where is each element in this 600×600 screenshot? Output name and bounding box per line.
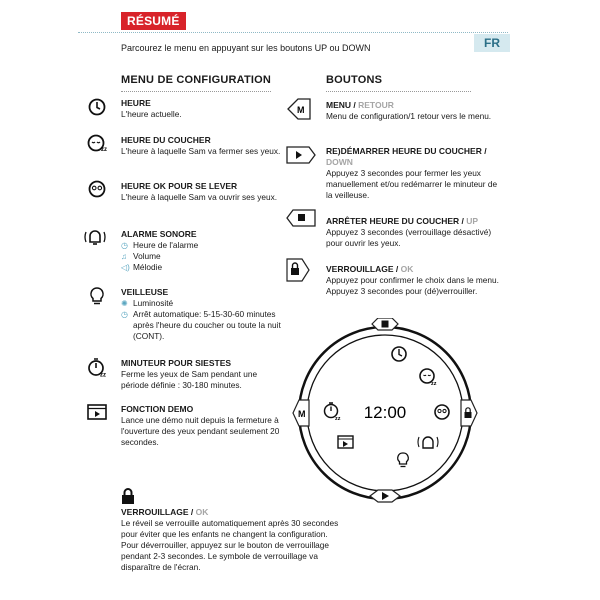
- veilleuse-sub-label: Luminosité: [133, 298, 174, 308]
- button-sym: M: [297, 105, 305, 115]
- button-title-alt: DOWN: [326, 157, 353, 167]
- config-item-title: HEURE OK POUR SE LEVER: [121, 181, 238, 191]
- buttons-rule: [326, 91, 471, 92]
- alarm-sub-time: [121, 240, 286, 251]
- bulb-icon: [86, 286, 108, 310]
- button-title-main: MENU /: [326, 100, 359, 110]
- up-button-symbol: [286, 209, 316, 232]
- config-item-text: L'heure à laquelle Sam va fermer ses yeux.: [121, 146, 281, 156]
- button-title: [326, 216, 501, 227]
- clock-small-icon: ◷: [121, 241, 128, 250]
- button-text: Appuyez pour confirmer le choix dans le menu. Appuyez 3 secondes pour (dé)verrouiller.: [326, 275, 499, 296]
- veilleuse-sub-brightness: [121, 298, 286, 309]
- video-icon: [86, 404, 108, 424]
- config-item-title: VEILLEUSE: [121, 287, 169, 297]
- button-title: [326, 146, 501, 168]
- config-item-siestes: [121, 358, 286, 391]
- lock-button-symbol: [286, 258, 310, 287]
- lock-title-main: VERROUILLAGE /: [121, 507, 196, 517]
- config-item-text: L'heure actuelle.: [121, 109, 182, 119]
- svg-text:zz: zz: [100, 372, 106, 377]
- ring-video-icon: [338, 436, 353, 448]
- svg-text:zz: zz: [431, 381, 437, 387]
- alarm-sub-volume: [121, 251, 286, 262]
- config-item-title: FONCTION DEMO: [121, 404, 194, 414]
- clock-small-icon: ◷: [121, 310, 128, 319]
- button-title: [326, 100, 501, 111]
- button-desc-up: [326, 216, 501, 249]
- config-item-coucher: [121, 135, 286, 157]
- lock-section-icon: [121, 488, 135, 509]
- config-item-title: HEURE DU COUCHER: [121, 135, 211, 145]
- button-title-alt: RETOUR: [358, 100, 394, 110]
- resume-badge: RÉSUMÉ: [121, 12, 186, 30]
- diagram-menu-button: [293, 400, 309, 426]
- svg-text:zz: zz: [101, 147, 107, 152]
- config-item-title: HEURE: [121, 98, 151, 108]
- lock-section-title: [121, 507, 341, 518]
- config-item-ok: [121, 181, 286, 203]
- clock-diagram: [290, 318, 480, 508]
- ring-awake-face-icon: [435, 405, 449, 419]
- lock-section: [121, 507, 341, 573]
- config-item-demo: [121, 404, 286, 448]
- menu-button-symbol: [286, 96, 312, 127]
- button-title-main: VERROUILLAGE /: [326, 264, 401, 274]
- music-note-icon: ♫: [121, 252, 127, 261]
- alarm-sub-label: Heure de l'alarme: [133, 240, 199, 250]
- intro-text: Parcourez le menu en appuyant sur les boutons UP ou DOWN: [121, 43, 371, 53]
- button-title-main: RE)DÉMARRER HEURE DU COUCHER /: [326, 146, 487, 156]
- ring-clock-icon: [392, 347, 406, 361]
- button-text: Appuyez 3 secondes (verrouillage désactivé) pour ouvrir les yeux.: [326, 227, 492, 248]
- ring-alarm-bell-icon: [418, 437, 438, 448]
- config-item-veilleuse: [121, 287, 286, 342]
- alarm-sub-label: Volume: [133, 251, 161, 261]
- header-divider: [78, 32, 508, 33]
- diagram-down-button: [370, 490, 400, 502]
- diagram-lock-button: [461, 400, 477, 426]
- button-desc-down: [326, 146, 501, 201]
- timer-icon: [86, 357, 108, 381]
- lock-section-text: Le réveil se verrouille automatiquement après 30 secondes pour éviter que les enfants ne changent la configuration. Pour déverrouiller, appuyez sur le bouton de verrouillage pendant 2-3 secondes. Le symbole de verrouillage va disparaître de l'écran.: [121, 518, 339, 572]
- sleeping-face-icon: [86, 134, 108, 156]
- buttons-title: BOUTONS: [326, 74, 383, 86]
- button-title-main: ARRÊTER HEURE DU COUCHER /: [326, 216, 467, 226]
- alarm-sub-label: Mélodie: [133, 262, 163, 272]
- button-title: [326, 264, 501, 275]
- config-title: MENU DE CONFIGURATION: [121, 74, 272, 86]
- button-title-alt: UP: [466, 216, 479, 226]
- alarm-bell-icon: [82, 228, 104, 250]
- sun-icon: ✺: [121, 299, 128, 308]
- config-rule: [121, 91, 271, 92]
- config-item-title: ALARME SONORE: [121, 229, 197, 239]
- button-text: Menu de configuration/1 retour vers le menu.: [326, 111, 492, 121]
- ring-timer-icon: [325, 403, 341, 422]
- veilleuse-sub-label: Arrêt automatique: 5-15-30-60 minutes après l'heure du coucher ou toute la nuit (CONT).: [133, 309, 281, 341]
- alarm-sub-melody: [121, 262, 286, 273]
- veilleuse-sub-auto-off: [121, 309, 286, 342]
- diagram-menu-label: M: [298, 409, 306, 419]
- config-item-text: L'heure à laquelle Sam va ouvrir ses yeux.: [121, 192, 278, 202]
- diagram-up-button: [372, 318, 398, 330]
- ring-bulb-icon: [398, 453, 409, 467]
- button-text: Appuyez 3 secondes pour fermer les yeux manuellement et/ou redémarrer le minuteur de la veilleuse.: [326, 168, 498, 200]
- awake-face-icon: [86, 180, 108, 202]
- config-item-alarme: [121, 229, 286, 273]
- config-item-text: Lance une démo nuit depuis la fermeture à l'ouverture des yeux pendant seulement 20 secondes.: [121, 415, 280, 447]
- speaker-icon: ◁): [121, 263, 130, 272]
- button-desc-menu: [326, 100, 501, 122]
- svg-text:zz: zz: [335, 416, 341, 422]
- lock-title-alt: OK: [195, 507, 209, 517]
- ring-sleeping-face-icon: [420, 369, 437, 387]
- diagram-time: 12:00: [363, 403, 407, 422]
- button-title-alt: OK: [400, 264, 414, 274]
- button-desc-lock: [326, 264, 501, 297]
- down-button-symbol: [286, 146, 316, 169]
- config-item-heure: [121, 98, 286, 120]
- config-item-title: MINUTEUR POUR SIESTES: [121, 358, 232, 368]
- config-item-text: Ferme les yeux de Sam pendant une période définie : 30-180 minutes.: [121, 369, 258, 390]
- clock-icon: [86, 98, 108, 120]
- language-badge: FR: [474, 34, 510, 52]
